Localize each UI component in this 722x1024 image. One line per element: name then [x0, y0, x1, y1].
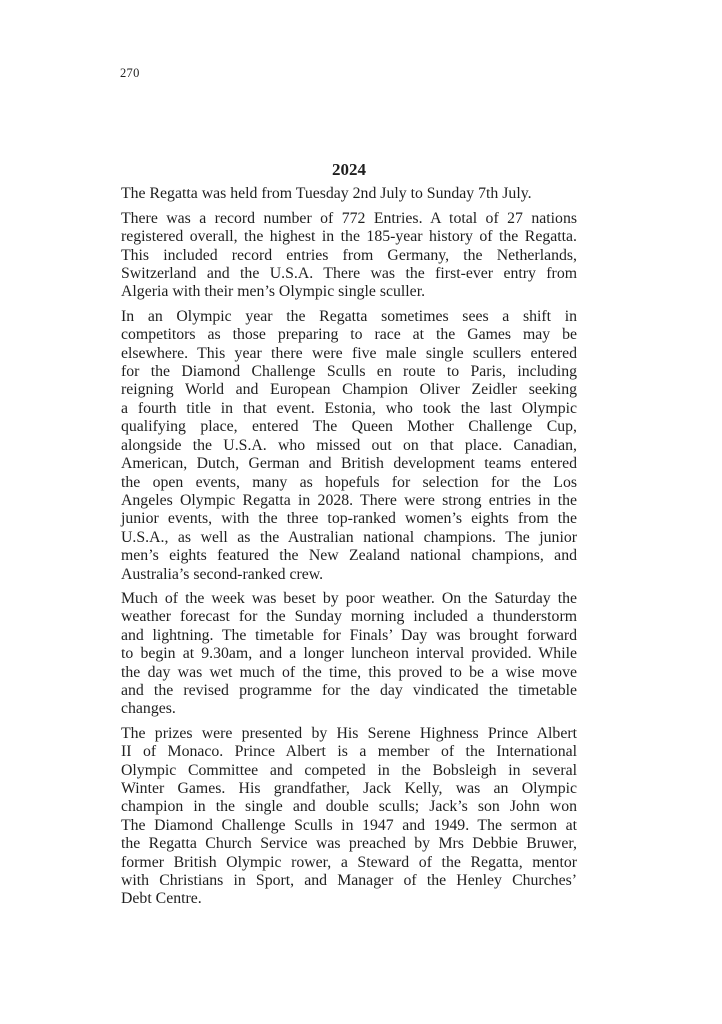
text-line: Olympic Committee and competed in the Bobsleigh in several — [121, 761, 577, 779]
text-line: the Regatta Church Service was preached by Mrs Debbie Bruwer, — [121, 835, 577, 853]
text-line: Angeles Olympic Regatta in 2028. There were strong entries in the — [121, 491, 577, 509]
text-line: competitors as those preparing to race at the Games may be — [121, 326, 577, 344]
text-line: former British Olympic rower, a Steward of the Regatta, mentor — [121, 853, 577, 871]
text-line: with Christians in Sport, and Manager of the Henley Churches’ — [121, 872, 577, 890]
paragraphs — [121, 185, 577, 908]
text-line: and the revised programme for the day vindicated the timetable — [121, 681, 577, 699]
text-line: a fourth title in that event. Estonia, who took the last Olympic — [121, 399, 577, 417]
text-line: weather forecast for the Sunday morning included a thunderstorm — [121, 608, 577, 626]
text-line: for the Diamond Challenge Sculls en route to Paris, including — [121, 363, 577, 381]
text-line: U.S.A., as well as the Australian national champions. The junior — [121, 528, 577, 546]
text-line: Switzerland and the U.S.A. There was the first-ever entry from — [121, 265, 577, 283]
text-line: reigning World and European Champion Oliver Zeidler seeking — [121, 381, 577, 399]
text-line: This included record entries from Germany, the Netherlands, — [121, 246, 577, 264]
text-line: Much of the week was beset by poor weather. On the Saturday the — [121, 589, 577, 607]
text-line: qualifying place, entered The Queen Mother Challenge Cup, — [121, 418, 577, 436]
text-line: alongside the U.S.A. who missed out on that place. Canadian, — [121, 436, 577, 454]
text-line: junior events, with the three top-ranked women’s eights from the — [121, 510, 577, 528]
text-line: Debt Centre. — [121, 890, 202, 908]
text-line: The Diamond Challenge Sculls in 1947 and 1949. The sermon at — [121, 816, 577, 834]
paragraph — [121, 590, 577, 719]
text-line: registered overall, the highest in the 185-year history of the Regatta. — [121, 228, 577, 246]
text-line: the day was wet much of the time, this proved to be a wise move — [121, 663, 577, 681]
text-line: champion in the single and double sculls; Jack’s son John won — [121, 798, 577, 816]
text-line: changes. — [121, 700, 176, 718]
text-line: The prizes were presented by His Serene Highness Prince Albert — [121, 724, 577, 742]
text-line: the open events, many as hopefuls for selection for the Los — [121, 473, 577, 491]
text-line: Winter Games. His grandfather, Jack Kelly, was an Olympic — [121, 780, 577, 797]
text-line: In an Olympic year the Regatta sometimes sees a shift in — [121, 307, 577, 325]
text-line: II of Monaco. Prince Albert is a member of the International — [121, 743, 577, 761]
text-line: There was a record number of 772 Entries. A total of 27 nations — [121, 209, 577, 227]
paragraph — [121, 210, 577, 302]
paragraph — [121, 725, 577, 909]
text-line: elsewhere. This year there were five male single scullers entered — [121, 344, 577, 362]
section-heading: 2024 — [332, 160, 366, 179]
text-line: Australia’s second-ranked crew. — [121, 565, 324, 583]
text-line: The Regatta was held from Tuesday 2nd July to Sunday 7th July. — [121, 185, 532, 203]
text-line: American, Dutch, German and British development teams entered — [121, 455, 577, 473]
document-page — [121, 161, 577, 915]
paragraph — [121, 185, 577, 203]
text-line: men’s eights featured the New Zealand national champions, and — [121, 547, 577, 565]
text-line: Algeria with their men’s Olympic single sculler. — [121, 283, 426, 301]
text-line: to begin at 9.30am, and a longer luncheon interval provided. While — [121, 645, 577, 663]
paragraph — [121, 308, 577, 584]
page-number: 270 — [120, 66, 140, 80]
text-line: and lightning. The timetable for Finals’ Day was brought forward — [121, 626, 577, 644]
